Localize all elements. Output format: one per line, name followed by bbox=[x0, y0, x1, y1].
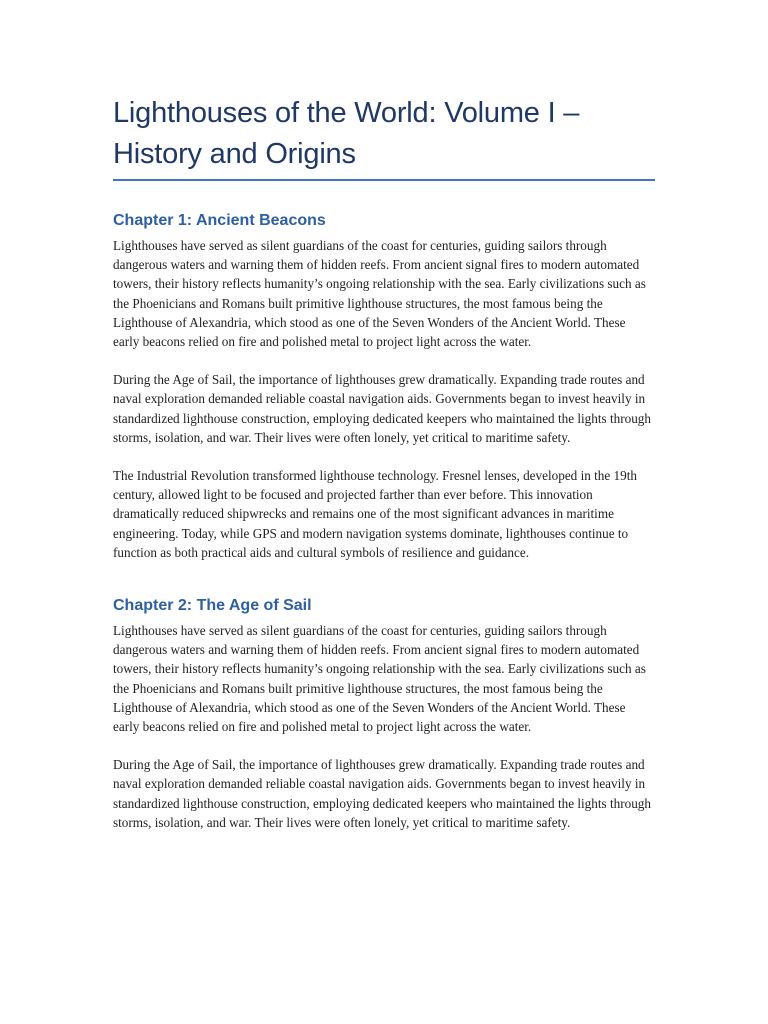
chapter-2 bbox=[113, 596, 655, 832]
paragraph: The Industrial Revolution transformed lighthouse technology. Fresnel lenses, developed in the 19th century, allowed light to be focused and projected farther than ever before. This innovation dramatically reduced shipwrecks and remains one of the most significant advances in maritime engineering. Today, while GPS and modern navigation systems dominate, lighthouses continue to function as both practical aids and cultural symbols of resilience and guidance. bbox=[113, 468, 637, 560]
chapter-heading: Chapter 1: Ancient Beacons bbox=[113, 212, 326, 229]
paragraph: Lighthouses have served as silent guardians of the coast for centuries, guiding sailors through dangerous waters and warning them of hidden reefs. From ancient signal fires to modern automated towers, their history reflects humanity’s ongoing relationship with the sea. Early civilizations such as the Phoenicians and Romans built primitive lighthouse structures, the most famous being the Lighthouse of Alexandria, which stood as one of the Seven Wonders of the Ancient World. These early beacons relied on fire and polished metal to project light across the water. bbox=[113, 623, 646, 735]
document-page bbox=[113, 93, 655, 832]
paragraph: During the Age of Sail, the importance of lighthouses grew dramatically. Expanding trade routes and naval exploration demanded reliable coastal navigation aids. Governments began to invest heavily in standardized lighthouse construction, employing dedicated keepers who maintained the lights through storms, isolation, and war. Their lives were often lonely, yet critical to maritime safety. bbox=[113, 757, 651, 830]
chapter-heading: Chapter 2: The Age of Sail bbox=[113, 597, 312, 615]
paragraph: During the Age of Sail, the importance of lighthouses grew dramatically. Expanding trade routes and naval exploration demanded reliable coastal navigation aids. Governments began to invest heavily in standardized lighthouse construction, employing dedicated keepers who maintained the lights through storms, isolation, and war. Their lives were often lonely, yet critical to maritime safety. bbox=[113, 372, 651, 445]
paragraph: Lighthouses have served as silent guardians of the coast for centuries, guiding sailors through dangerous waters and warning them of hidden reefs. From ancient signal fires to modern automated towers, their history reflects humanity’s ongoing relationship with the sea. Early civilizations such as the Phoenicians and Romans built primitive lighthouse structures, the most famous being the Lighthouse of Alexandria, which stood as one of the Seven Wonders of the Ancient World. These early beacons relied on fire and polished metal to project light across the water. bbox=[113, 238, 646, 350]
chapter-1 bbox=[113, 211, 655, 562]
document-title: Lighthouses of the World: Volume I – History and Origins bbox=[113, 93, 655, 181]
